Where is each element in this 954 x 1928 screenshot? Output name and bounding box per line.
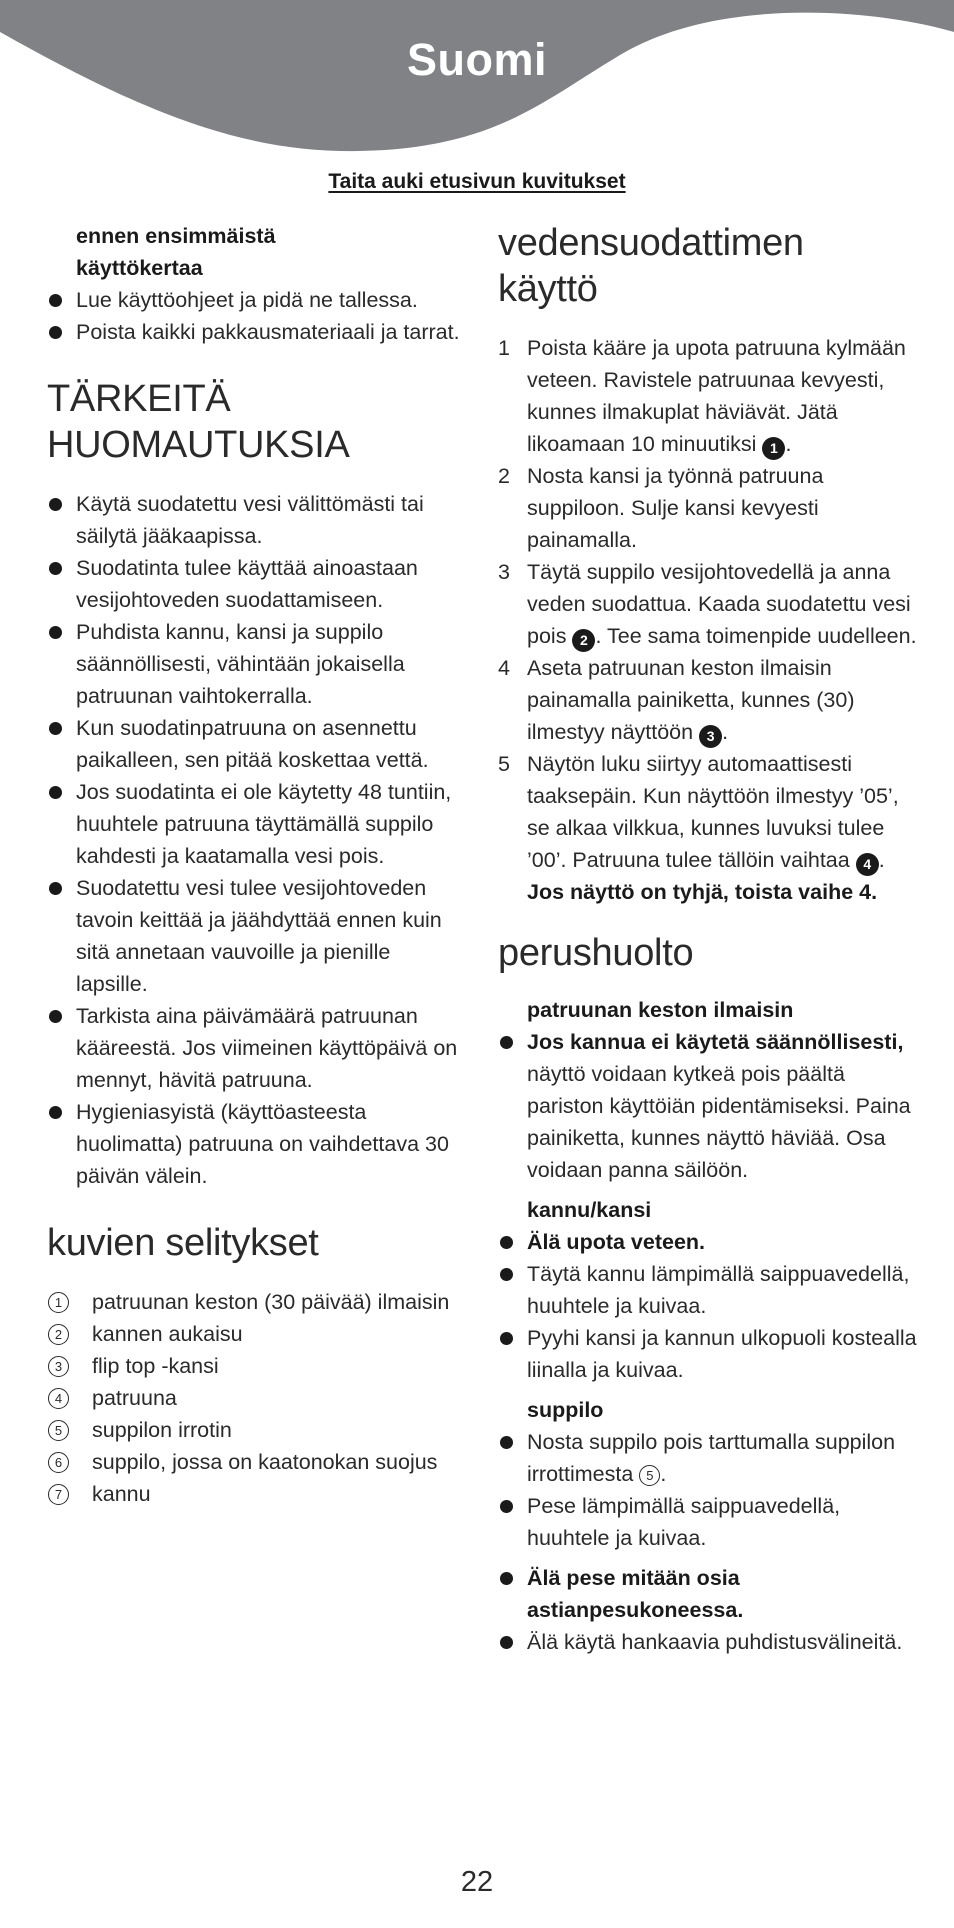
circled-number: 6	[48, 1452, 69, 1473]
funnel-subheading: suppilo	[527, 1398, 604, 1422]
first-use-list	[47, 284, 467, 348]
figure-ref-icon: 1	[762, 437, 785, 460]
circled-number: 5	[639, 1465, 660, 1486]
usage-steps	[498, 332, 918, 908]
important-heading: TÄRKEITÄ HUOMAUTUKSIA	[47, 378, 350, 466]
care-heading: perushuolto	[498, 932, 694, 974]
first-use-heading: ennen ensimmäistä käyttökertaa	[76, 224, 276, 280]
step-item: 3 Täytä suppilo vesijohtovedellä ja anna veden suodattua. Kaada suodatettu vesi pois 2 . Tee sama toimenpide uudelleen.	[498, 556, 918, 652]
foldout-note	[0, 170, 954, 194]
page-title: Suomi	[406, 34, 547, 85]
usage-heading: vedensuodattimen käyttö	[498, 222, 804, 310]
legend-item: 3 flip top -kansi	[47, 1350, 467, 1382]
list-item: Älä upota veteen.	[498, 1226, 918, 1258]
step-number: 1	[498, 336, 510, 360]
right-column	[498, 220, 918, 1658]
list-item: Käytä suodatettu vesi välittömästi tai säilytä jääkaapissa.	[47, 488, 467, 552]
step-item: 1 Poista kääre ja upota patruuna kylmään veteen. Ravistele patruunaa kevyesti, kunnes ilmakuplat häviävät. Jätä likoamaan 10 minuutiksi 1 .	[498, 332, 918, 460]
step-number: 3	[498, 560, 510, 584]
step-item: 4 Aseta patruunan keston ilmaisin painamalla painiketta, kunnes (30) ilmestyy näyttöön 3 .	[498, 652, 918, 748]
list-item: Hygieniasyistä (käyttöasteesta huolimatta) patruuna on vaihdettava 30 päivän välein.	[47, 1096, 467, 1192]
list-item: Tarkista aina päivämäärä patruunan kääreestä. Jos viimeinen käyttöpäivä on mennyt, hävitä patruuna.	[47, 1000, 467, 1096]
legend-item: 1 patruunan keston (30 päivää) ilmaisin	[47, 1286, 467, 1318]
important-list	[47, 488, 467, 1192]
foldout-label: Taita auki etusivun kuvitukset	[328, 170, 626, 193]
circled-number: 5	[48, 1420, 69, 1441]
circled-number: 3	[48, 1356, 69, 1377]
list-item: Täytä kannu lämpimällä saippuavedellä, huuhtele ja kuivaa.	[498, 1258, 918, 1322]
indicator-subheading: patruunan keston ilmaisin	[527, 998, 794, 1022]
list-item: Pese lämpimällä saippuavedellä, huuhtele ja kuivaa.	[498, 1490, 918, 1554]
circled-number: 7	[48, 1484, 69, 1505]
jug-lid-subheading: kannu/kansi	[527, 1198, 652, 1222]
list-item: Puhdista kannu, kansi ja suppilo säännöllisesti, vähintään jokaisella patruunan vaihtokerralla.	[47, 616, 467, 712]
page-number: 22	[460, 1866, 494, 1898]
step-number: 5	[498, 752, 510, 776]
list-item: Kun suodatinpatruuna on asennettu paikalleen, sen pitää koskettaa vettä.	[47, 712, 467, 776]
legend-item: 5 suppilon irrotin	[47, 1414, 467, 1446]
list-item: Poista kaikki pakkausmateriaali ja tarrat.	[47, 316, 467, 348]
list-item: Jos kannua ei käytetä säännöllisesti, näyttö voidaan kytkeä pois päältä pariston käyttöiän pidentämiseksi. Paina painiketta, kunnes näyttö häviää. Osa voidaan panna säilöön.	[498, 1026, 918, 1186]
list-item: Lue käyttöohjeet ja pidä ne tallessa.	[47, 284, 467, 316]
list-item: Pyyhi kansi ja kannun ulkopuoli kostealla liinalla ja kuivaa.	[498, 1322, 918, 1386]
jug-lid-list	[498, 1226, 918, 1386]
list-item: Älä käytä hankaavia puhdistusvälineitä.	[498, 1626, 918, 1658]
circled-number: 2	[48, 1324, 69, 1345]
warning-item: Älä pese mitään osia astianpesukoneessa.	[498, 1562, 918, 1626]
circled-number: 1	[48, 1292, 69, 1313]
indicator-list	[498, 1026, 918, 1186]
step-item: 5 Näytön luku siirtyy automaattisesti taaksepäin. Kun näyttöön ilmestyy ’05’, se alkaa vilkkua, kunnes luvuksi tulee ’00’. Patruuna tulee tällöin vaihtaa 4 . Jos näyttö on tyhjä, toista vaihe 4.	[498, 748, 918, 908]
circled-number: 4	[48, 1388, 69, 1409]
legend-item: 6 suppilo, jossa on kaatonokan suojus	[47, 1446, 467, 1478]
list-item: Nosta suppilo pois tarttumalla suppilon irrottimesta 5 .	[498, 1426, 918, 1490]
legend-list	[47, 1286, 467, 1510]
legend-item: 4 patruuna	[47, 1382, 467, 1414]
step-item: 2 Nosta kansi ja työnnä patruuna suppiloon. Sulje kansi kevyesti painamalla.	[498, 460, 918, 556]
list-item: Jos suodatinta ei ole käytetty 48 tuntiin, huuhtele patruuna täyttämällä suppilo kahdesti ja kaatamalla vesi pois.	[47, 776, 467, 872]
figure-ref-icon: 2	[572, 629, 595, 652]
legend-heading: kuvien selitykset	[47, 1222, 319, 1264]
step-number: 4	[498, 656, 510, 680]
legend-item: 2 kannen aukaisu	[47, 1318, 467, 1350]
list-item: Suodatettu vesi tulee vesijohtoveden tavoin keittää ja jäähdyttää ennen kuin sitä annetaan vauvoille ja pienille lapsille.	[47, 872, 467, 1000]
left-column	[47, 220, 467, 1510]
list-item: Suodatinta tulee käyttää ainoastaan vesijohtoveden suodattamiseen.	[47, 552, 467, 616]
funnel-list	[498, 1426, 918, 1658]
step-number: 2	[498, 464, 510, 488]
figure-ref-icon: 3	[699, 725, 722, 748]
figure-ref-icon: 4	[856, 853, 879, 876]
legend-item: 7 kannu	[47, 1478, 467, 1510]
